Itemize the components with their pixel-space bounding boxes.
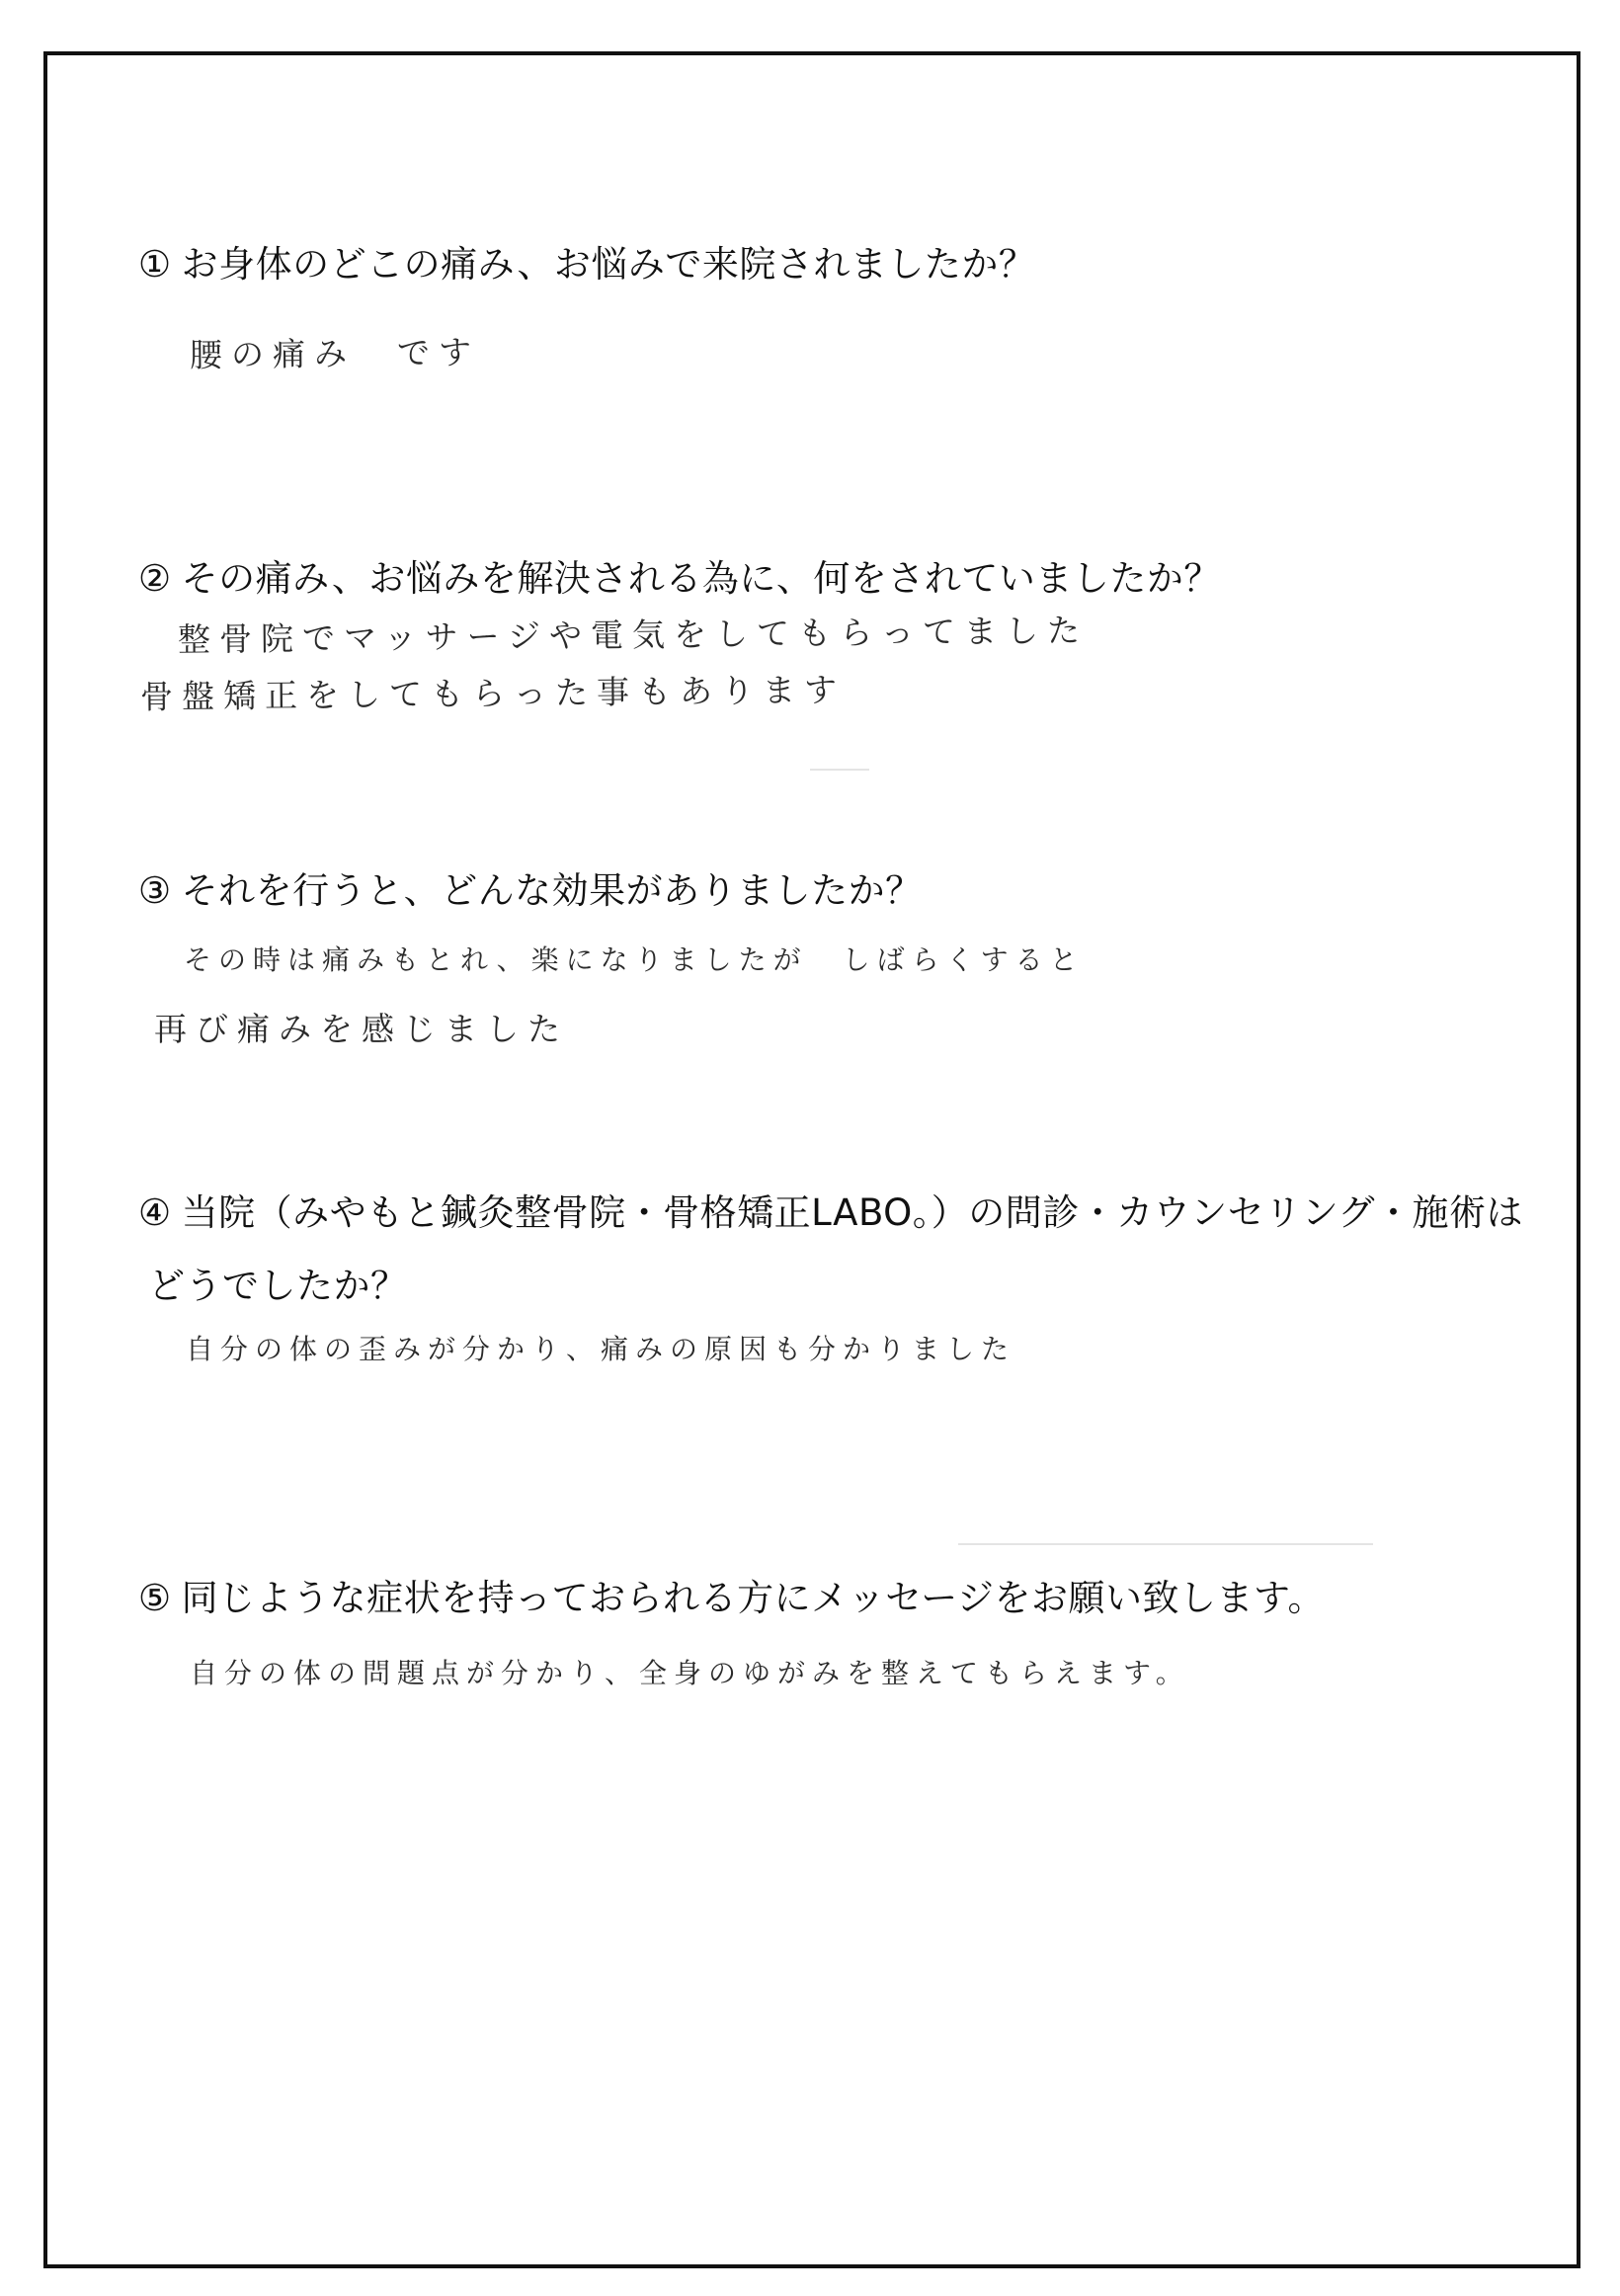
question-3-text: それを行うと、どんな効果がありましたか？ (181, 869, 923, 912)
question-2-number: ② (138, 557, 172, 600)
question-4 (138, 1191, 1523, 1235)
scan-mark (810, 769, 869, 771)
answer-2-line-2: 骨盤矯正をしてもらった事もあります (139, 670, 847, 716)
question-4-text: 当院（みやもと鍼灸整骨院・骨格矯正LABO。）の問診・カウンセリング・施術は (181, 1191, 1524, 1234)
question-1-number: ① (138, 243, 172, 286)
answer-3-line-1: その時は痛みもとれ、楽になりましたが しばらくすると (184, 943, 1085, 976)
question-3-number: ③ (138, 869, 172, 912)
answer-5-line-1: 自分の体の問題点が分かり、全身のゆがみを整えてもらえます。 (190, 1657, 1190, 1689)
question-5 (138, 1577, 1325, 1620)
form-border (43, 51, 1580, 2268)
question-5-number: ⑤ (138, 1577, 172, 1619)
answer-1-line-1: 腰の痛み です (189, 332, 481, 374)
question-1-text: お身体のどこの痛み、お悩みで来院されましたか？ (181, 243, 1036, 286)
answer-2-line-1: 整骨院でマッサージや電気をしてもらってました (177, 611, 1090, 659)
answer-3-line-2: 再び痛みを感じました (154, 1010, 569, 1048)
question-4-number: ④ (138, 1191, 172, 1234)
question-2-text: その痛み、お悩みを解決される為に、何をされていましたか？ (181, 557, 1221, 600)
scan-mark (958, 1543, 1373, 1545)
question-1 (138, 243, 1035, 287)
question-2 (138, 557, 1221, 601)
question-4-continued: どうでしたか？ (148, 1265, 408, 1307)
answer-4-line-1: 自分の体の歪みが分かり、痛みの原因も分かりました (186, 1333, 1016, 1365)
question-5-text: 同じような症状を持っておられる方にメッセージをお願い致します。 (181, 1577, 1325, 1619)
question-3 (138, 869, 923, 913)
